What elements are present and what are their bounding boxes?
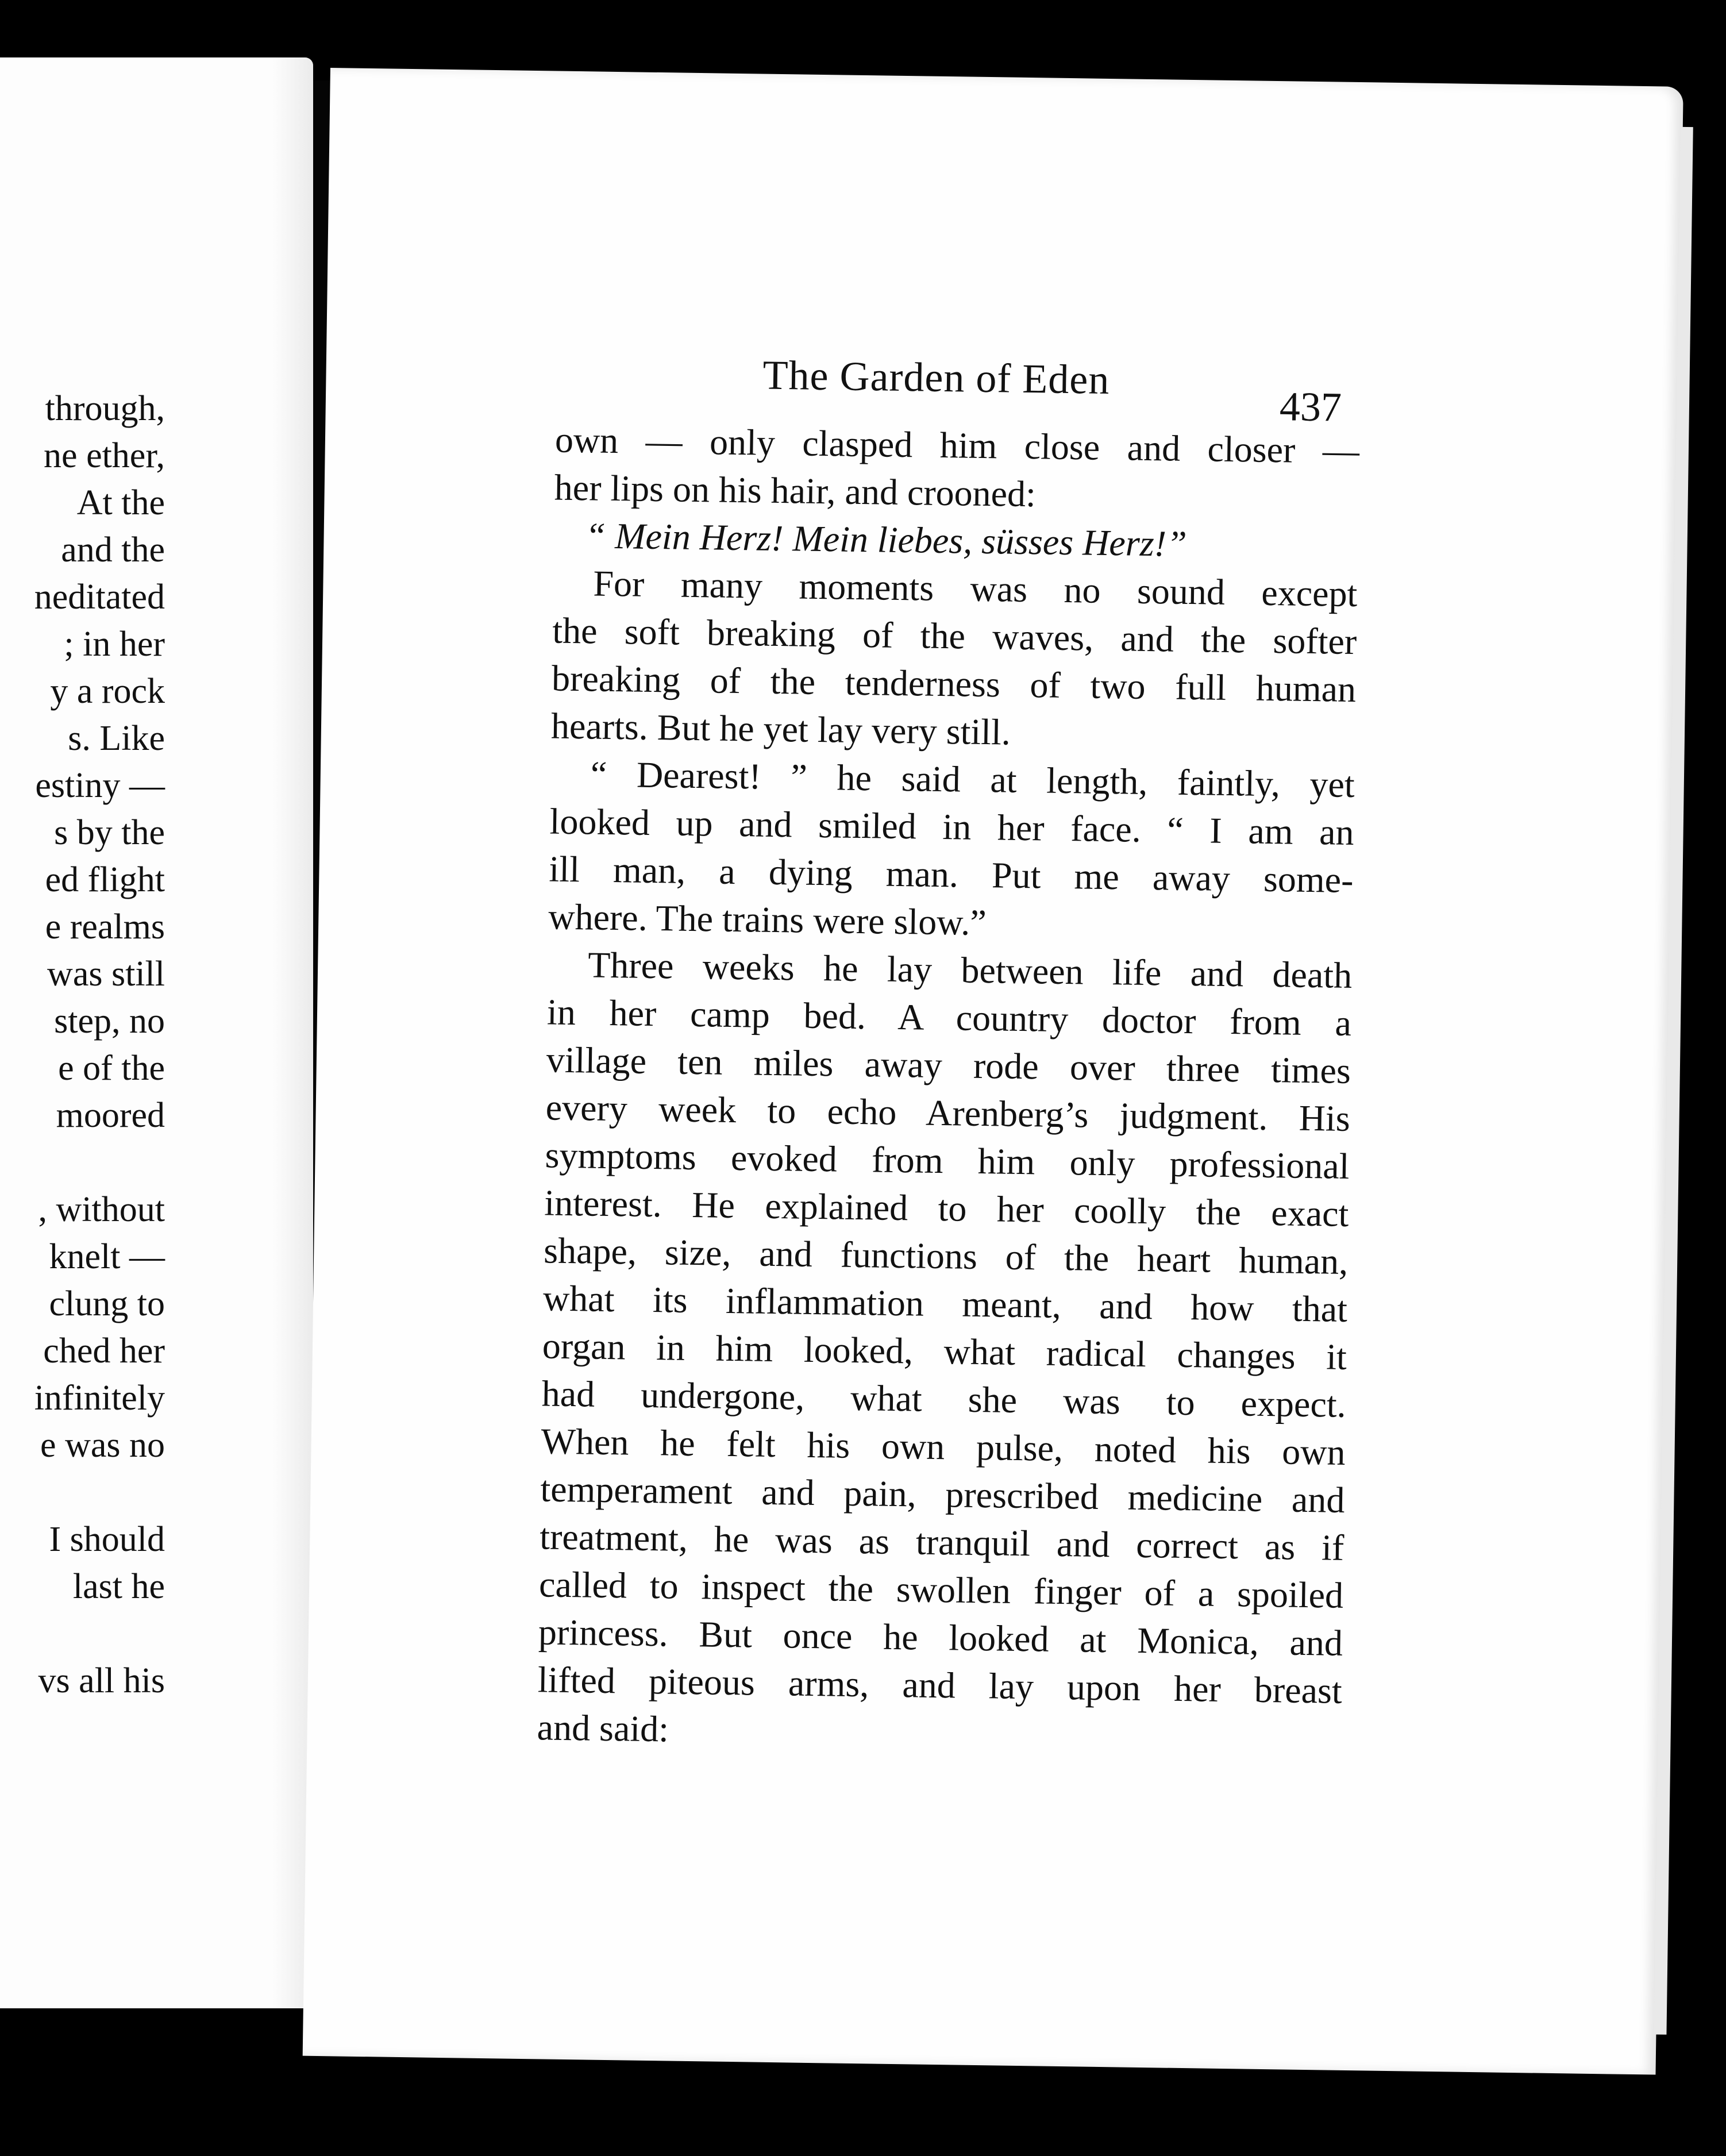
- left-fragment: s. Like: [68, 719, 165, 758]
- left-fragment: moored: [56, 1096, 165, 1135]
- left-fragment: e of the: [58, 1049, 165, 1088]
- running-head: The Garden of Eden: [762, 352, 1110, 403]
- left-fragment: estiny —: [35, 766, 165, 805]
- page-number: 437: [1279, 383, 1342, 430]
- left-fragment: e realms: [45, 907, 165, 946]
- left-fragment: through,: [45, 389, 165, 428]
- text-line: hearts. But he yet lay very still.: [550, 705, 1011, 753]
- body-text: [537, 416, 1359, 1762]
- text-line: village ten miles away rode over three times: [546, 1039, 1351, 1091]
- text-line: every week to echo Arenberg’s judgment. His: [545, 1087, 1351, 1139]
- left-fragment: y a rock: [50, 672, 165, 711]
- right-page: [303, 68, 1683, 2075]
- left-fragment: vs all his: [38, 1661, 165, 1700]
- left-fragment: I should: [49, 1520, 165, 1559]
- left-page: [0, 57, 313, 2008]
- left-fragment: , without: [38, 1190, 165, 1229]
- text-line: symptoms evoked from him only professional: [545, 1134, 1350, 1187]
- text-line: called to inspect the swollen finger of a spoiled: [538, 1564, 1344, 1616]
- text-line: breaking of the tenderness of two full human: [551, 657, 1357, 710]
- text-line: “ Mein Herz! Mein liebes, süsses Herz!”: [585, 515, 1188, 564]
- text-line: her lips on his hair, and crooned:: [554, 467, 1037, 515]
- text-line: For many moments was no sound except: [593, 563, 1358, 615]
- text-line: lifted piteous arms, and lay upon her breast: [537, 1659, 1343, 1711]
- left-fragment: ; in her: [64, 625, 165, 664]
- text-line: treatment, he was as tranquil and correct as if: [539, 1516, 1344, 1568]
- left-fragment: infinitely: [34, 1379, 165, 1418]
- text-line: in her camp bed. A country doctor from a: [546, 991, 1352, 1044]
- left-fragment: s by the: [54, 813, 165, 852]
- left-fragment: neditated: [34, 578, 165, 617]
- text-line: shape, size, and functions of the heart human,: [543, 1230, 1349, 1282]
- text-line: where. The trains were slow.”: [548, 896, 987, 944]
- left-fragment: step, no: [54, 1002, 165, 1041]
- text-line: organ in him looked, what radical changes it: [542, 1325, 1347, 1377]
- left-fragment: was still: [47, 954, 165, 994]
- text-line: own — only clasped him close and closer —: [554, 419, 1360, 472]
- left-fragment: ne ether,: [44, 436, 165, 475]
- text-line: looked up and smiled in her face. “ I am an: [549, 800, 1355, 853]
- left-fragment: knelt —: [49, 1237, 165, 1276]
- text-line: had undergone, what she was to expect.: [541, 1373, 1347, 1425]
- left-fragment: and the: [61, 530, 165, 569]
- text-line: princess. But once he looked at Monica, and: [538, 1611, 1343, 1664]
- left-fragment: last he: [72, 1567, 165, 1606]
- left-fragment: e was no: [40, 1426, 165, 1465]
- text-line: When he felt his own pulse, noted his own: [541, 1420, 1346, 1473]
- text-line: Three weeks he lay between life and death: [587, 944, 1353, 996]
- left-fragment: ed flight: [45, 860, 165, 899]
- text-line: the soft breaking of the waves, and the softer: [552, 610, 1357, 663]
- text-line: “ Dearest! ” he said at length, faintly, yet: [590, 753, 1355, 806]
- text-line: what its inflammation meant, and how that: [542, 1277, 1348, 1330]
- left-fragment: clung to: [49, 1284, 165, 1323]
- text-line: ill man, a dying man. Put me away some-: [549, 848, 1354, 900]
- text-line: and said:: [537, 1707, 669, 1750]
- page-edge: [1654, 127, 1693, 2035]
- text-line: temperament and pain, prescribed medicine and: [540, 1468, 1345, 1520]
- left-fragment: ched her: [43, 1331, 165, 1370]
- text-line: interest. He explained to her coolly the exact: [544, 1182, 1349, 1234]
- left-fragment: At the: [76, 483, 165, 522]
